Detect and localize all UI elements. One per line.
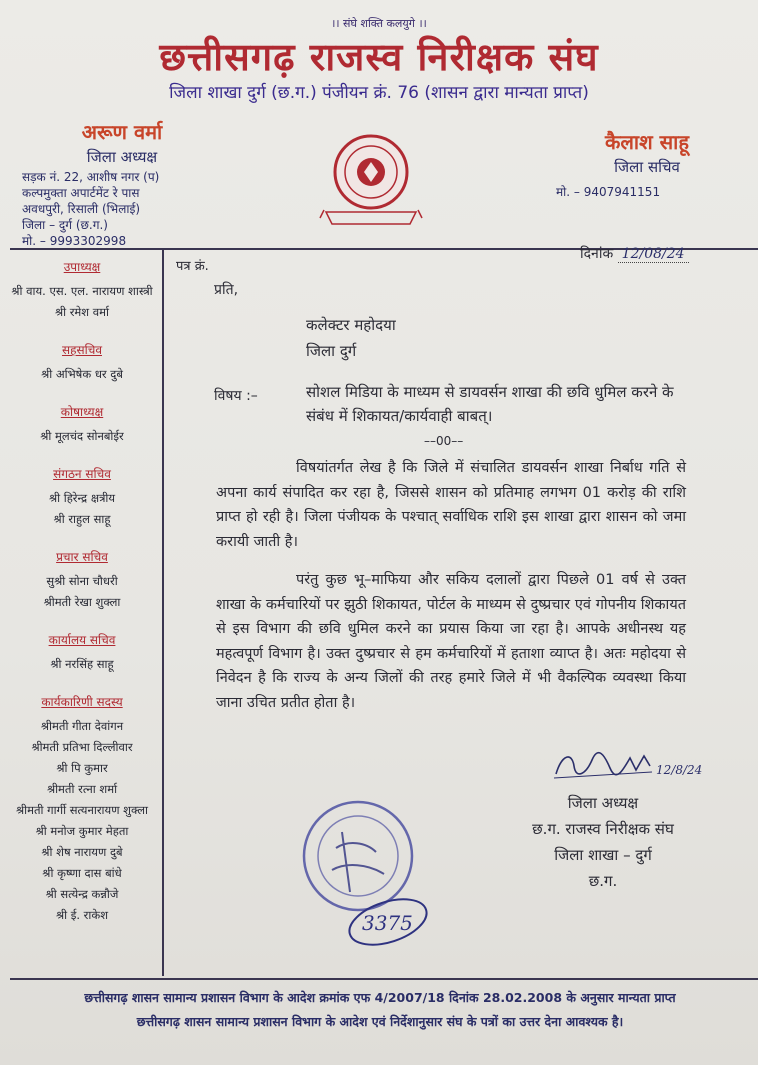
salutation-to: प्रति, [214, 282, 239, 298]
address-line: जिला – दुर्ग (छ.ग.) [22, 218, 108, 232]
secretary-block [552, 128, 742, 200]
motto: ।। संघे शक्ति कलयुगे ।। [331, 17, 427, 30]
org-name: छत्तीसगढ़ राजस्व निरीक्षक संघ [159, 35, 599, 79]
sidebar-member: श्री मनोज कुमार मेहता [35, 824, 129, 838]
body-paragraph-1: विषयांतर्गत लेख है कि जिले में संचालित डायवर्सन शाखा निर्बाध गति से अपना कार्य संपादित कर रहा है, जिससे शासन को प्रतिमाह लगभग 01 करोड़ की राशि प्राप्त हो रही है। जिला पंजीयक के पश्चात् सर्वाधिक राशि इस शाखा द्वारा शासन को जमा करायी जाती है। [216, 460, 686, 550]
date-label: दिनांक [580, 246, 614, 262]
sidebar-member: श्री कृष्णा दास बांधे [42, 866, 122, 880]
address-line: अवधपुरी, रिसाली (भिलाई) [22, 202, 141, 216]
footer-line: छत्तीसगढ़ शासन सामान्य प्रशासन विभाग के आदेश क्रमांक एफ 4/2007/18 दिनांक 28.02.2008 के अनुसार मान्यता प्राप्त [84, 990, 676, 1005]
sidebar-member: सुश्री सोना चौधरी [46, 574, 118, 588]
signatory-block [498, 790, 708, 894]
address-line: सड़क नं. 22, आशीष नगर (प) [22, 170, 160, 184]
secretary-phone: मो. – 9407941151 [556, 185, 661, 199]
secretary-role: जिला सचिव [614, 158, 680, 176]
footer-notice [10, 986, 750, 1034]
sidebar-member: श्रीमती गार्गी सत्यनारायण शुक्ला [15, 803, 149, 817]
president-role: जिला अध्यक्ष [86, 148, 158, 166]
sidebar-member: श्रीमती रेखा शुक्ला [43, 595, 121, 609]
sidebar-group-title: संगठन सचिव [53, 467, 111, 481]
office-bearers-sidebar [4, 258, 160, 944]
inward-stamp-icon [296, 796, 436, 950]
sidebar-member: श्री रमेश वर्मा [54, 305, 110, 319]
signatory-line: छ.ग. राजस्व निरीक्षक संघ [532, 820, 674, 838]
signature-date: 12/8/24 [656, 763, 703, 777]
section-divider: ––00–– [424, 434, 464, 448]
president-phone: मो. – 9993302998 [22, 234, 127, 248]
addressee [306, 312, 396, 364]
sidebar-group-title: प्रचार सचिव [56, 550, 108, 564]
sidebar-group [4, 465, 160, 530]
sidebar-member: श्रीमती प्रतिभा दिल्लीवार [31, 740, 133, 754]
sidebar-member: श्री नरसिंह साहू [50, 657, 114, 671]
sidebar-group-title: कार्यकारिणी सदस्य [41, 695, 123, 709]
sidebar-group-title: सहसचिव [62, 343, 102, 357]
sidebar-group-title: उपाध्यक्ष [63, 260, 101, 274]
signatory-line: जिला शाखा – दुर्ग [554, 846, 652, 864]
addressee-line: जिला दुर्ग [306, 342, 357, 360]
sidebar-member: श्री राहुल साहू [53, 512, 111, 526]
footer-line: छत्तीसगढ़ शासन सामान्य प्रशासन विभाग के आदेश एवं निर्देशानुसार संघ के पत्रों का उत्तर देना आवश्यक है। [136, 1014, 624, 1029]
stamp-number: 3375 [362, 911, 413, 935]
president-address [22, 169, 272, 249]
body-paragraph-2: परंतु कुछ भू–माफिया और सकिय दलालों द्वारा पिछले 01 वर्ष से उक्त शाखा के कर्मचारियों पर झुठी शिकायत, पोर्टल के माध्यम से दुष्प्रचार एवं गोपनीय शिकायत से इस विभाग की छवि धुमिल करने का प्रयास किया जा रहा है। आपके अधीनस्थ यह महत्वपूर्ण विभाग है। उक्त दुष्प्रचार से हम कर्मचारियों में हताशा व्याप्त है। अतः महोदया से निवेदन है कि राज्य के अन्य जिलों की तरह हमारे जिले में भी वैकल्पिक व्यवस्था किया जाना उचित प्रतीत होता है। [216, 572, 686, 711]
sidebar-group [4, 403, 160, 447]
sidebar-member: श्री हिरेन्द्र क्षत्रीय [48, 491, 116, 505]
secretary-name: कैलाश साहू [605, 130, 689, 154]
signature-icon [552, 744, 712, 784]
sidebar-group [4, 693, 160, 926]
sidebar-group [4, 341, 160, 385]
sidebar-member: श्री शेष नारायण दुबे [41, 845, 123, 859]
sidebar-member: श्री सत्येन्द्र कन्नौजे [45, 887, 119, 901]
address-line: कल्पमुक्ता अपार्टमेंट रे पास [22, 186, 140, 200]
sidebar-group [4, 258, 160, 323]
sidebar-group [4, 548, 160, 613]
letter-date [580, 244, 689, 263]
union-emblem-icon [318, 132, 424, 228]
sidebar-group-title: कार्यालय सचिव [48, 633, 116, 647]
sidebar-member: श्री ई. राकेश [55, 908, 109, 922]
sidebar-divider [162, 250, 164, 976]
date-value: 12/08/24 [618, 246, 689, 263]
sidebar-member: श्री अभिषेक धर दुबे [41, 367, 123, 381]
sidebar-member: श्री पि कुमार [56, 761, 108, 775]
addressee-line: कलेक्टर महोदया [306, 316, 396, 334]
signatory-line: जिला अध्यक्ष [567, 794, 639, 812]
org-subtitle: जिला शाखा दुर्ग (छ.ग.) पंजीयन क्रं. 76 (शासन द्वारा मान्यता प्राप्त) [169, 83, 589, 103]
sidebar-member: श्रीमती गीता देवांगन [40, 719, 124, 733]
president-block [22, 118, 272, 249]
sidebar-group [4, 631, 160, 675]
sidebar-member: श्रीमती रत्ना शर्मा [46, 782, 118, 796]
sidebar-group-title: कोषाध्यक्ष [60, 405, 104, 419]
sidebar-member: श्री वाय. एस. एल. नारायण शास्त्री [11, 284, 153, 298]
sidebar-member: श्री मूलचंद सोनबोईर [40, 429, 124, 443]
letter-ref-label: पत्र क्रं. [176, 259, 209, 274]
subject-label: विषय :– [214, 388, 258, 404]
signatory-line: छ.ग. [588, 872, 618, 890]
subject-text: सोशल मिडिया के माध्यम से डायवर्सन शाखा की छवि धुमिल करने के संबंध में शिकायत/कार्यवाही बाबत्। [306, 383, 674, 425]
president-name: अरूण वर्मा [81, 120, 163, 144]
footer-divider [10, 978, 758, 980]
